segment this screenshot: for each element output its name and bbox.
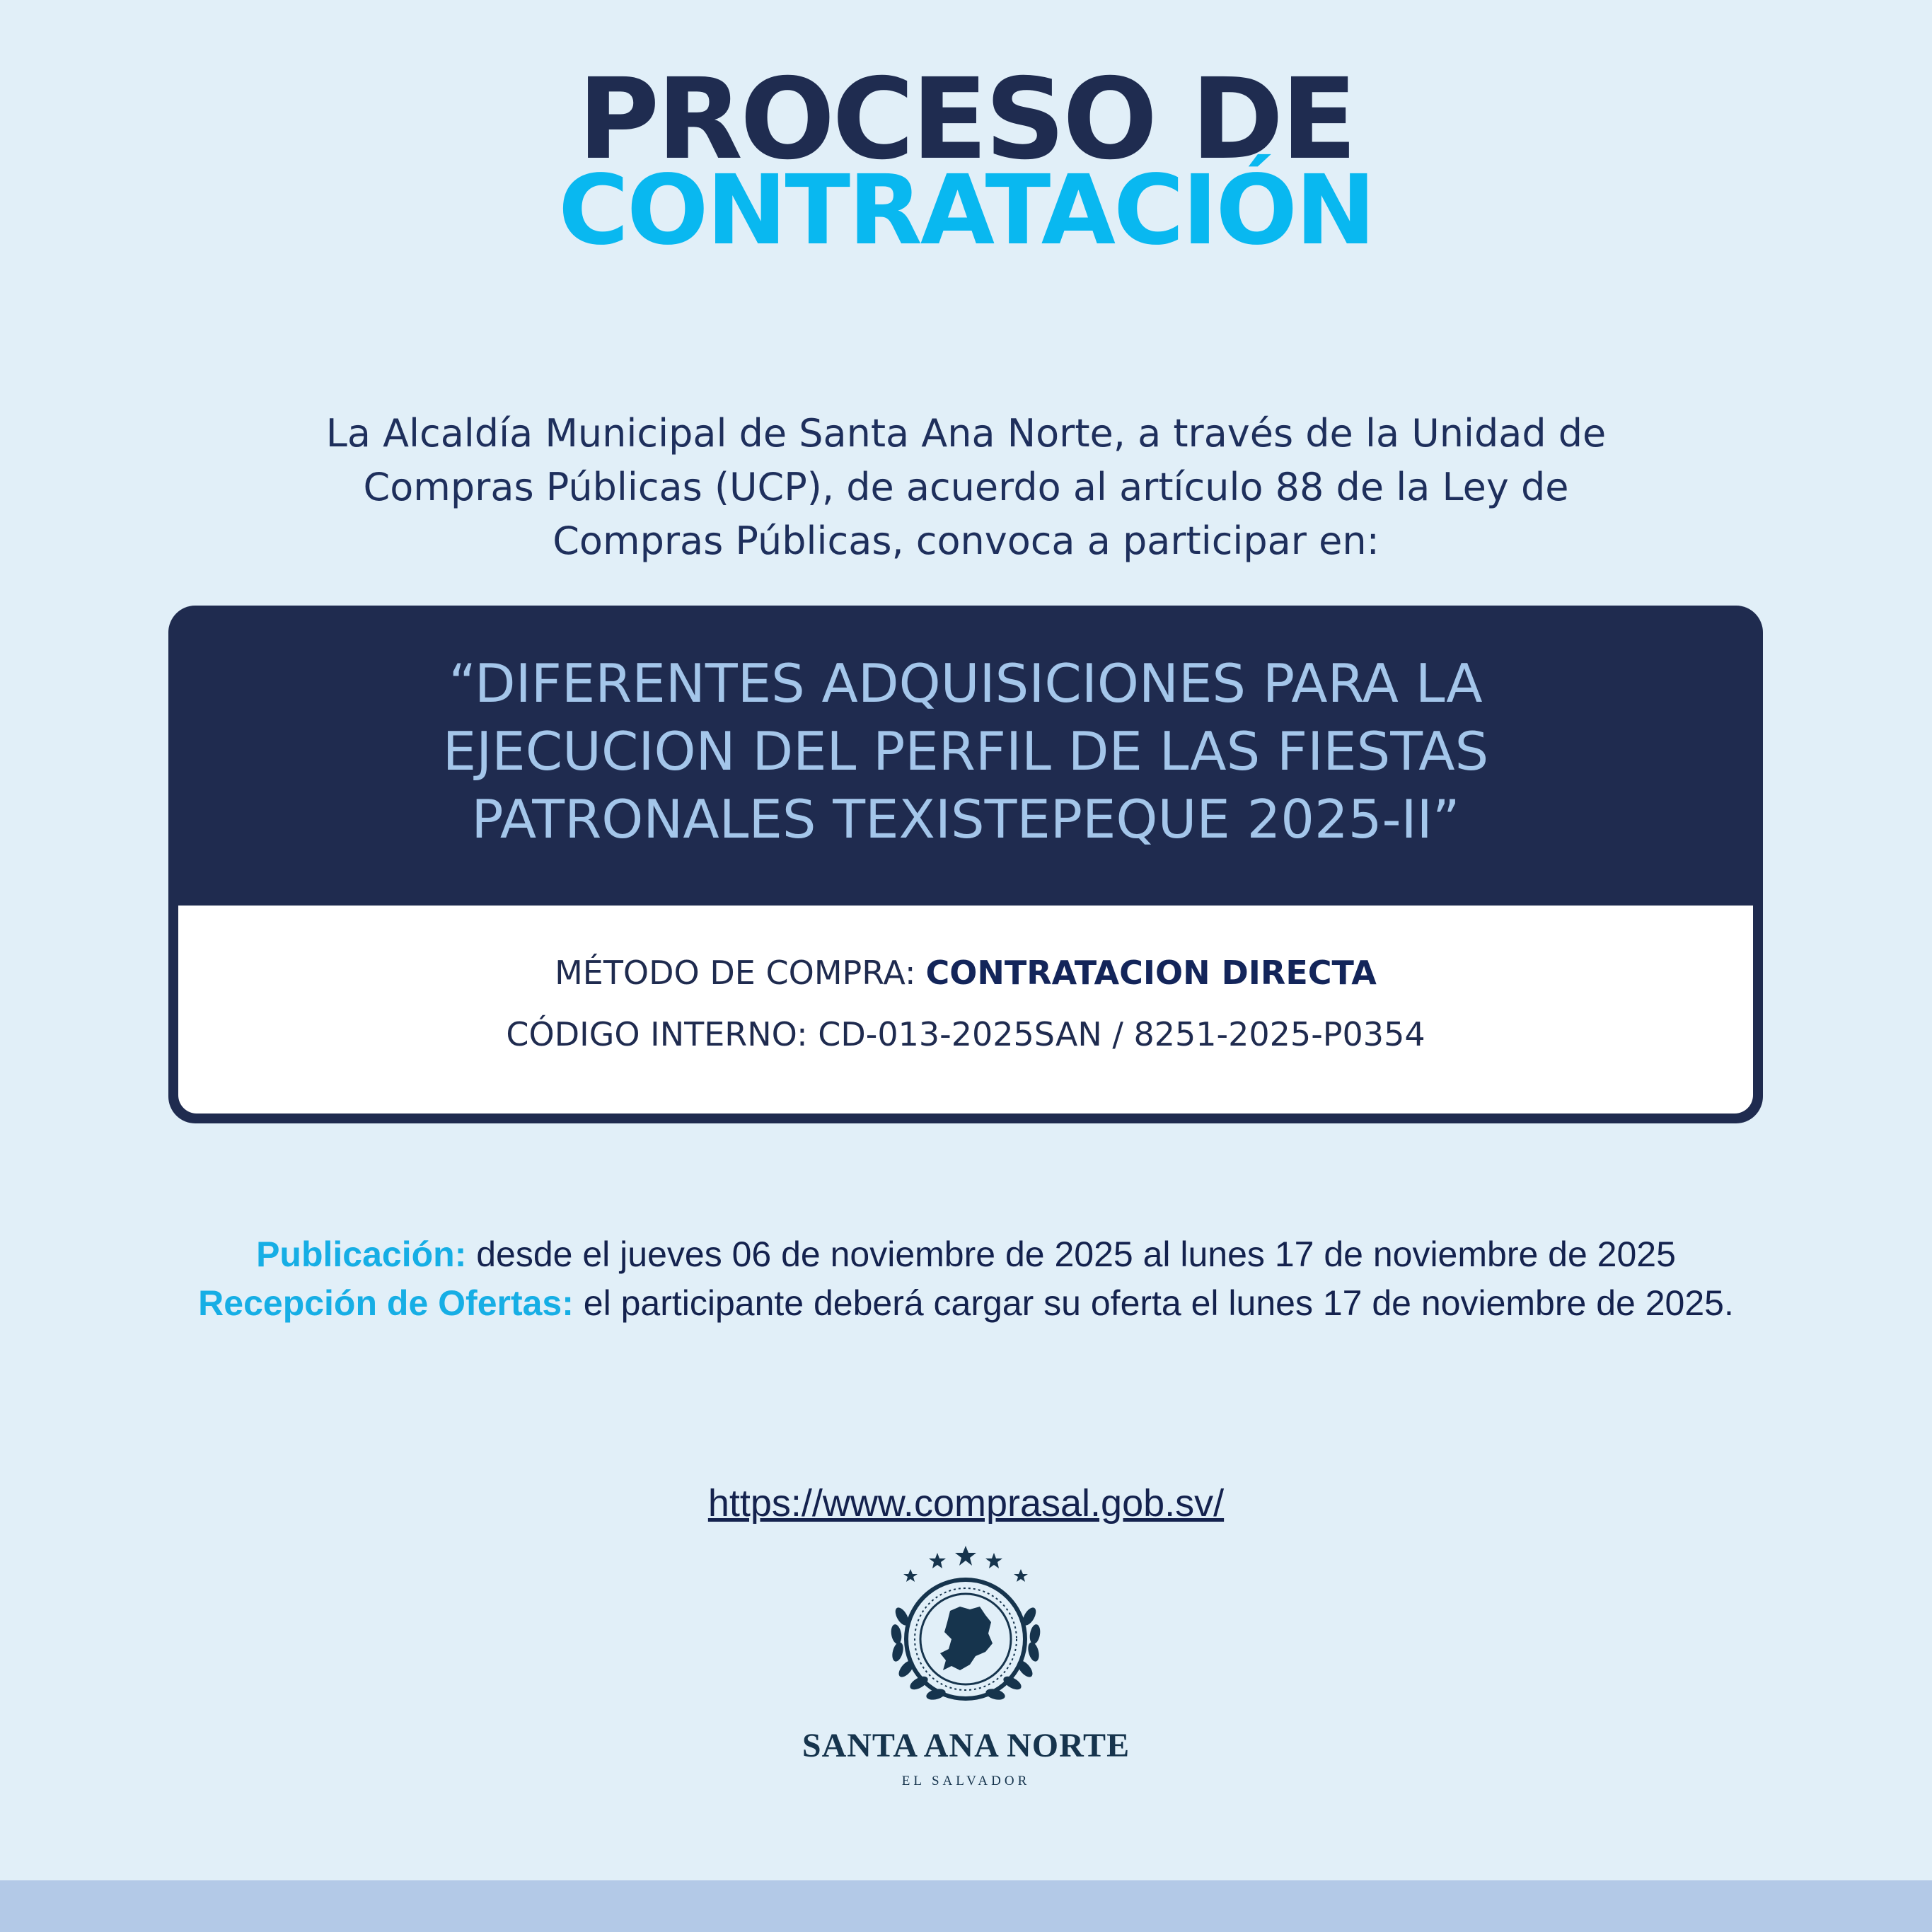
municipal-seal-icon	[867, 1539, 1065, 1723]
reception-label: Recepción de Ofertas:	[198, 1283, 574, 1323]
title-line-1: PROCESO DE	[577, 54, 1355, 185]
intro-paragraph	[241, 407, 1691, 568]
process-card	[168, 606, 1763, 1123]
purchase-method-value: CONTRATACION DIRECTA	[925, 954, 1377, 992]
process-name-line-2: EJECUCION DEL PERFIL DE LAS FIESTAS	[442, 720, 1489, 782]
internal-code: CÓDIGO INTERNO: CD-013-2025SAN / 8251-2025-P0354	[506, 1015, 1425, 1053]
intro-line-1: La Alcaldía Municipal de Santa Ana Norte, a través de la Unidad de	[325, 411, 1607, 456]
reception-text: el participante deberá cargar su oferta el lunes 17 de noviembre de 2025.	[583, 1283, 1734, 1323]
title-line-2: CONTRATACIÓN	[558, 155, 1374, 267]
publication-row	[0, 1234, 1932, 1275]
reception-row	[0, 1283, 1932, 1324]
process-name-line-1: “DIFERENTES ADQUISICIONES PARA LA	[449, 652, 1483, 715]
purchase-method-row	[178, 954, 1753, 992]
brand-name: SANTA ANA NORTE	[802, 1727, 1130, 1764]
process-name	[168, 649, 1763, 853]
intro-line-3: Compras Públicas, convoca a participar en:	[553, 519, 1379, 563]
process-details	[178, 906, 1753, 1113]
bottom-bar	[0, 1880, 1932, 1932]
publication-text: desde el jueves 06 de noviembre de 2025 al lunes 17 de noviembre de 2025	[476, 1234, 1676, 1274]
intro-line-2: Compras Públicas (UCP), de acuerdo al artículo 88 de la Ley de	[363, 465, 1569, 509]
brand-country: EL SALVADOR	[901, 1774, 1031, 1788]
process-name-line-3: PATRONALES TEXISTEPEQUE 2025-II”	[471, 788, 1460, 850]
publication-label: Publicación:	[256, 1234, 467, 1274]
purchase-method-label: MÉTODO DE COMPRA:	[555, 954, 916, 992]
comprasal-link[interactable]: https://www.comprasal.gob.sv/	[707, 1482, 1225, 1525]
